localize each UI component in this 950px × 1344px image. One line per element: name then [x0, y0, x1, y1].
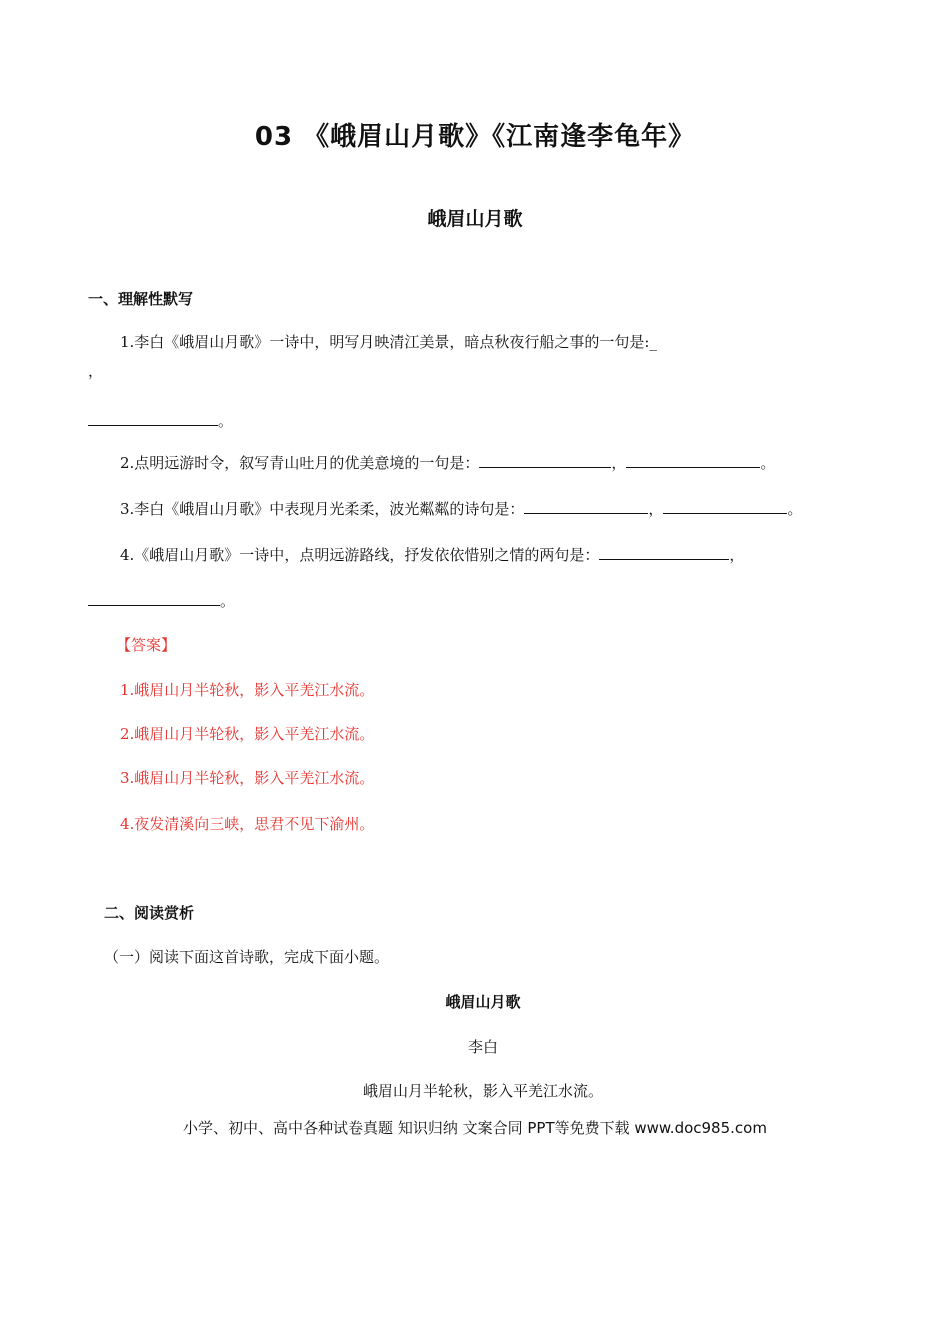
question-1-end: 。	[218, 412, 234, 430]
question-3	[120, 498, 802, 519]
question-3-mid: ，	[648, 500, 664, 518]
question-1-text: 1.李白《峨眉山月歌》一诗中，明写月映清江美景，暗点秋夜行船之事的一句是:	[120, 333, 650, 351]
question-2	[120, 452, 775, 473]
answer-blank[interactable]	[599, 544, 729, 560]
page-title: 03 《峨眉山月歌》《江南逢李龟年》	[254, 122, 696, 152]
reading-instruction: （一）阅读下面这首诗歌，完成下面小题。	[104, 948, 390, 966]
question-4-mid: ，	[729, 546, 745, 564]
poem-subtitle: 峨眉山月歌	[427, 208, 523, 230]
answer-blank[interactable]	[524, 498, 648, 514]
question-2-mid: ，	[611, 454, 627, 472]
answer-item: 1.峨眉山月半轮秋，影入平羌江水流。	[120, 681, 375, 699]
question-4-text: 4.《峨眉山月歌》一诗中，点明远游路线，抒发依依惜别之情的两句是：	[120, 546, 600, 564]
answer-blank[interactable]	[663, 498, 787, 514]
answer-item: 4.夜发清溪向三峡，思君不见下渝州。	[120, 815, 375, 833]
answer-blank[interactable]	[88, 410, 218, 426]
answer-blank[interactable]	[626, 452, 760, 468]
question-1-comma: ，	[88, 362, 104, 380]
answer-item: 3.峨眉山月半轮秋，影入平羌江水流。	[120, 769, 375, 787]
answer-blank[interactable]	[479, 452, 611, 468]
question-2-text-real: 2.点明远游时令，叙写青山吐月的优美意境的一句是：	[120, 454, 480, 472]
answer-blank[interactable]	[88, 590, 220, 606]
poem-title: 峨眉山月歌	[445, 993, 521, 1011]
question-4	[120, 544, 744, 565]
question-4-line2	[88, 590, 235, 611]
question-3-text: 3.李白《峨眉山月歌》中表现月光柔柔，波光粼粼的诗句是：	[120, 500, 525, 518]
section-heading-dictation: 一、理解性默写	[88, 290, 194, 308]
poem-author: 李白	[467, 1038, 498, 1056]
question-4-end: 。	[220, 592, 236, 610]
question-1-blank-a: _	[649, 333, 657, 351]
poem-line: 峨眉山月半轮秋，影入平羌江水流。	[362, 1082, 603, 1100]
section-heading-reading: 二、阅读赏析	[104, 904, 195, 922]
question-1-line2	[88, 410, 233, 431]
answer-item: 2.峨眉山月半轮秋，影入平羌江水流。	[120, 725, 375, 743]
question-3-end: 。	[787, 500, 803, 518]
question-1	[120, 331, 657, 352]
footer-watermark: 小学、初中、高中各种试卷真题 知识归纳 文案合同 PPT等免费下载 www.doc985.com	[183, 1119, 767, 1137]
question-2-end: 。	[760, 454, 776, 472]
answer-label: 【答案】	[116, 636, 177, 654]
